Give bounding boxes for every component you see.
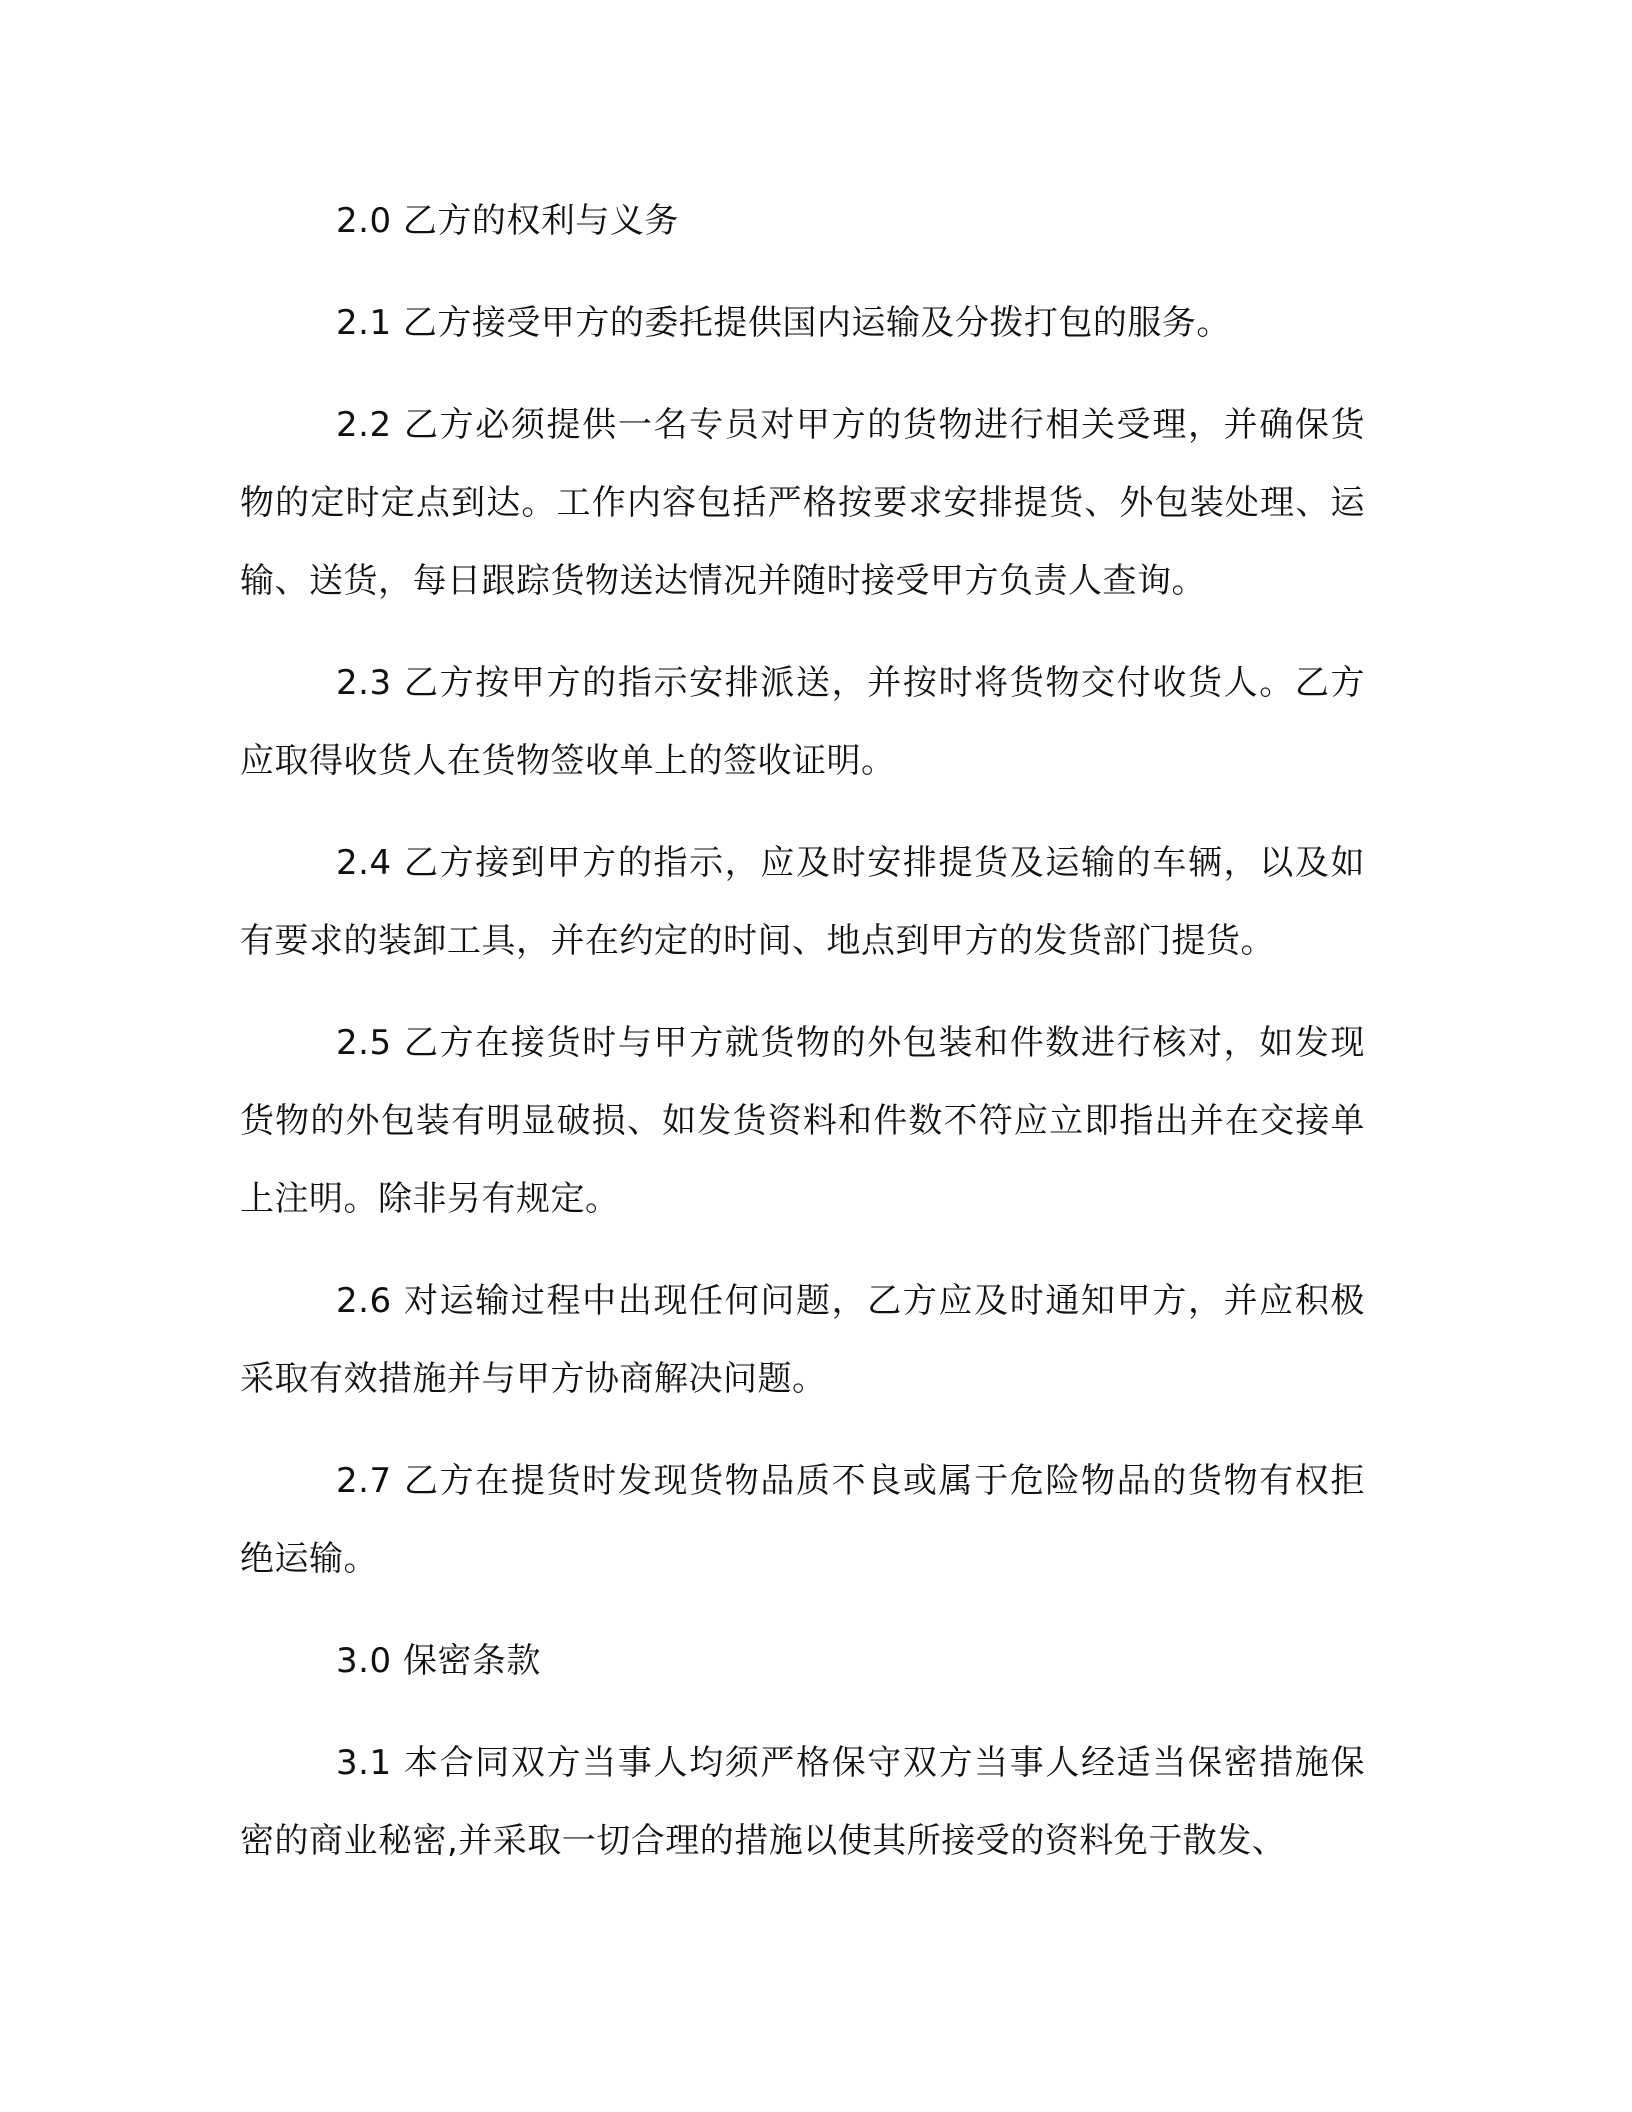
clause-2-2: 2.2 乙方必须提供一名专员对甲方的货物进行相关受理，并确保货物的定时定点到达。工作内容包括严格按要求安排提货、外包装处理、运输、送货，每日跟踪货物送达情况并随时接受甲方负责人查询。 [240, 405, 1365, 601]
clause-3-1: 3.1 本合同双方当事人均须严格保守双方当事人经适当保密措施保密的商业秘密,并采取一切合理的措施以使其所接受的资料免于散发、 [240, 1743, 1365, 1861]
clause-2-3: 2.3 乙方按甲方的指示安排派送，并按时将货物交付收货人。乙方应取得收货人在货物签收单上的签收证明。 [240, 663, 1365, 781]
clause-2-4: 2.4 乙方接到甲方的指示，应及时安排提货及运输的车辆，以及如有要求的装卸工具，并在约定的时间、地点到甲方的发货部门提货。 [240, 843, 1365, 961]
clause-2-7: 2.7 乙方在提货时发现货物品质不良或属于危险物品的货物有权拒绝运输。 [240, 1461, 1365, 1579]
document-body [240, 182, 1365, 1880]
section-3-0-heading: 3.0 保密条款 [336, 1641, 541, 1681]
clause-2-1: 2.1 乙方接受甲方的委托提供国内运输及分拨打包的服务。 [336, 303, 1231, 343]
clause-2-5: 2.5 乙方在接货时与甲方就货物的外包装和件数进行核对，如发现货物的外包装有明显破损、如发货资料和件数不符应立即指出并在交接单上注明。除非另有规定。 [240, 1023, 1365, 1219]
section-2-0-heading: 2.0 乙方的权利与义务 [336, 201, 679, 241]
clause-2-6: 2.6 对运输过程中出现任何问题，乙方应及时通知甲方，并应积极采取有效措施并与甲方协商解决问题。 [240, 1281, 1365, 1399]
